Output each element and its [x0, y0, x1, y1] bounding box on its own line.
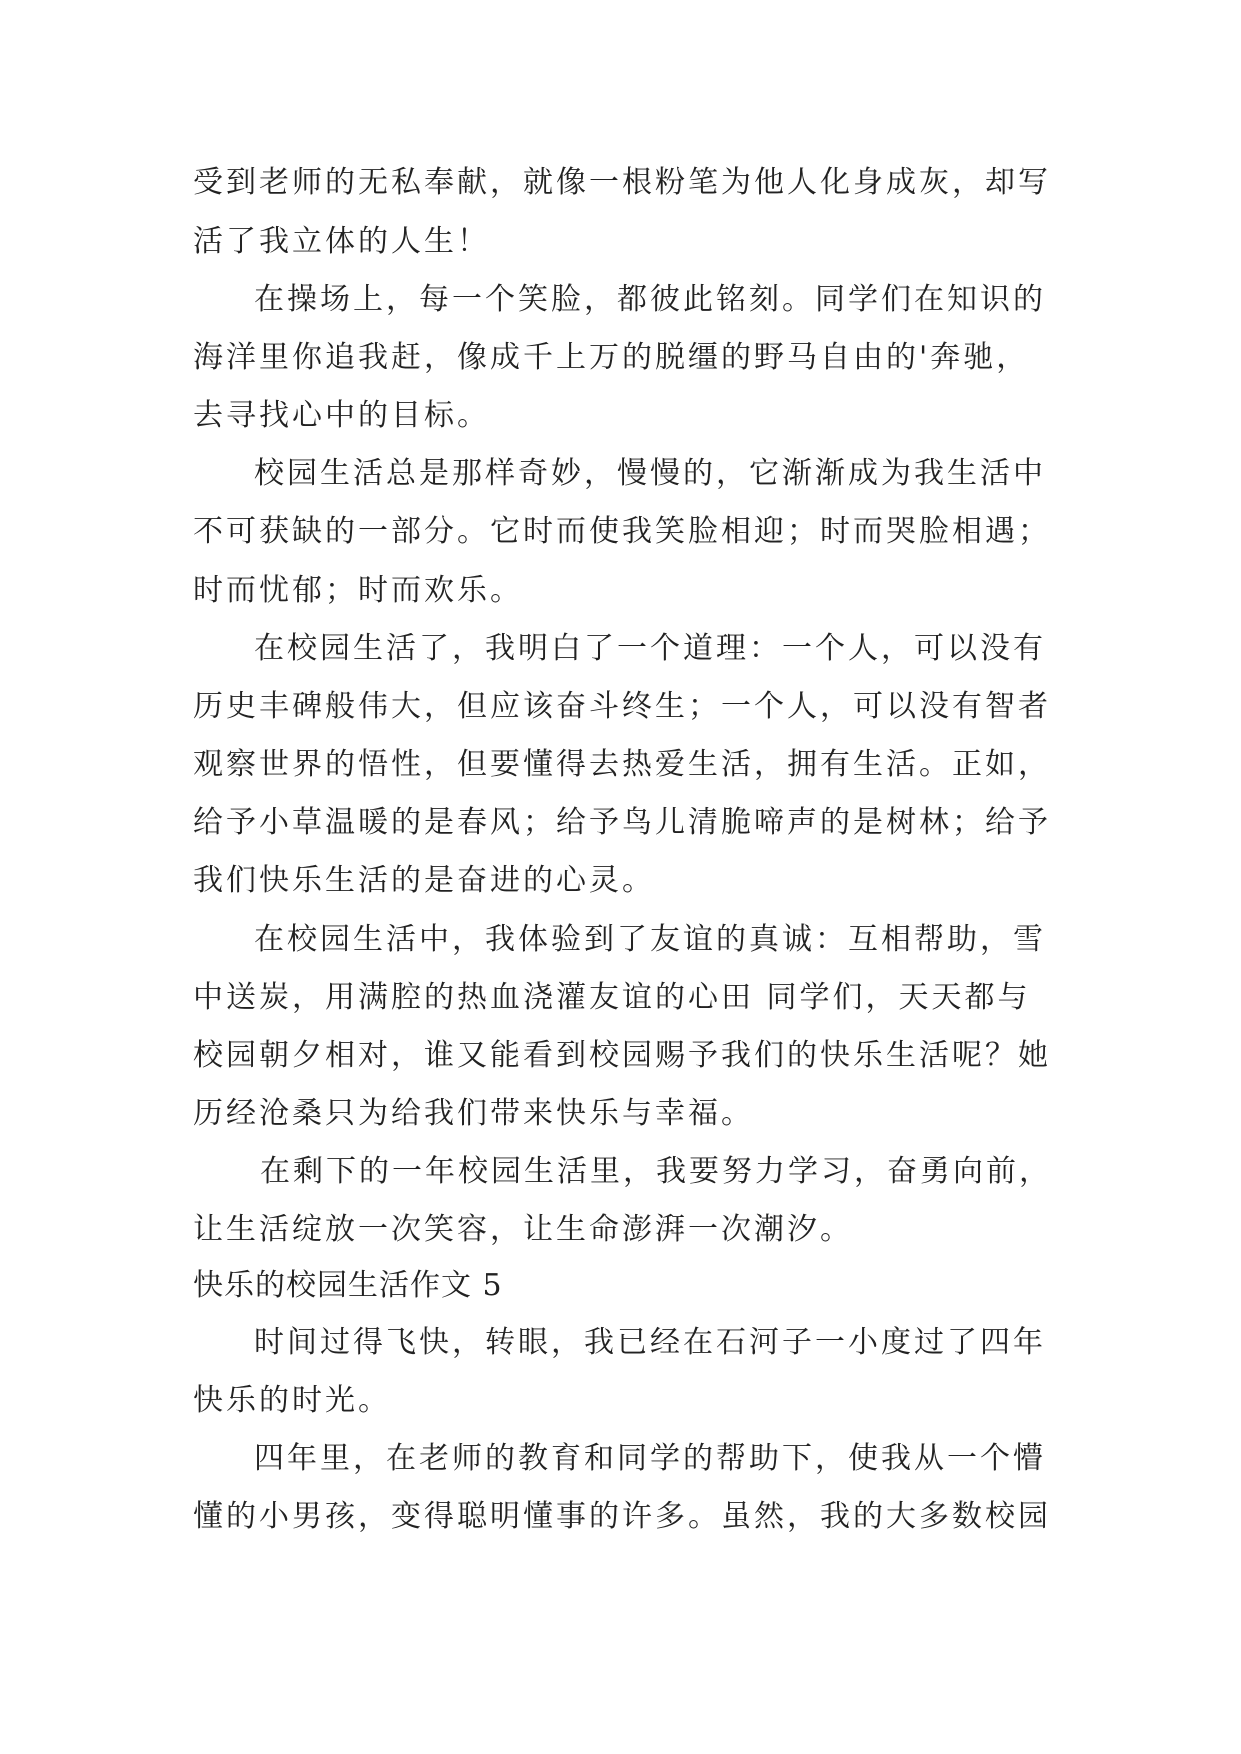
text-line: 去寻找心中的目标。 — [193, 398, 490, 433]
text-line: 时而忧郁；时而欢乐。 — [193, 573, 523, 608]
paragraph-start-line: 在操场上，每一个笑脸，都彼此铭刻。同学们在知识的 — [254, 282, 1046, 317]
text-line: 海洋里你追我赶，像成千上万的脱缰的野马自由的'奔驰， — [193, 340, 1030, 375]
text-line: 校园朝夕相对，谁又能看到校园赐予我们的快乐生活呢？她 — [193, 1038, 1051, 1073]
paragraph-start-line: 时间过得飞快，转眼，我已经在石河子一小度过了四年 — [254, 1325, 1046, 1360]
text-line: 活了我立体的人生！ — [193, 224, 490, 259]
text-line: 观察世界的悟性，但要懂得去热爱生活，拥有生活。正如， — [193, 747, 1051, 782]
text-line: 快乐的时光。 — [193, 1383, 391, 1418]
paragraph-start-line: 在校园生活中，我体验到了友谊的真诚：互相帮助，雪 — [254, 922, 1046, 957]
text-line: 懂的小男孩，变得聪明懂事的许多。虽然，我的大多数校园 — [193, 1499, 1051, 1534]
paragraph-start-line: 校园生活总是那样奇妙，慢慢的，它渐渐成为我生活中 — [254, 456, 1046, 491]
text-line: 受到老师的无私奉献，就像一根粉笔为他人化身成灰，却写 — [193, 165, 1051, 200]
paragraph-start-line: 四年里，在老师的教育和同学的帮助下，使我从一个懵 — [254, 1441, 1046, 1476]
text-line: 中送炭，用满腔的热血浇灌友谊的心田 同学们，天天都与 — [193, 980, 1031, 1015]
section-heading: 快乐的校园生活作文 5 — [193, 1268, 503, 1303]
text-line: 不可获缺的一部分。它时而使我笑脸相迎；时而哭脸相遇； — [193, 514, 1051, 549]
text-line: 历史丰碑般伟大，但应该奋斗终生；一个人，可以没有智者 — [193, 689, 1051, 724]
text-line: 我们快乐生活的是奋进的心灵。 — [193, 863, 655, 898]
text-line: 给予小草温暖的是春风；给予鸟儿清脆啼声的是树林；给予 — [193, 805, 1051, 840]
paragraph-start-line: 在校园生活了，我明白了一个道理：一个人，可以没有 — [254, 631, 1046, 666]
paragraph-start-line: 在剩下的一年校园生活里，我要努力学习，奋勇向前， — [260, 1154, 1052, 1189]
text-line: 让生活绽放一次笑容，让生命澎湃一次潮汐。 — [193, 1212, 853, 1247]
text-line: 历经沧桑只为给我们带来快乐与幸福。 — [193, 1096, 754, 1131]
